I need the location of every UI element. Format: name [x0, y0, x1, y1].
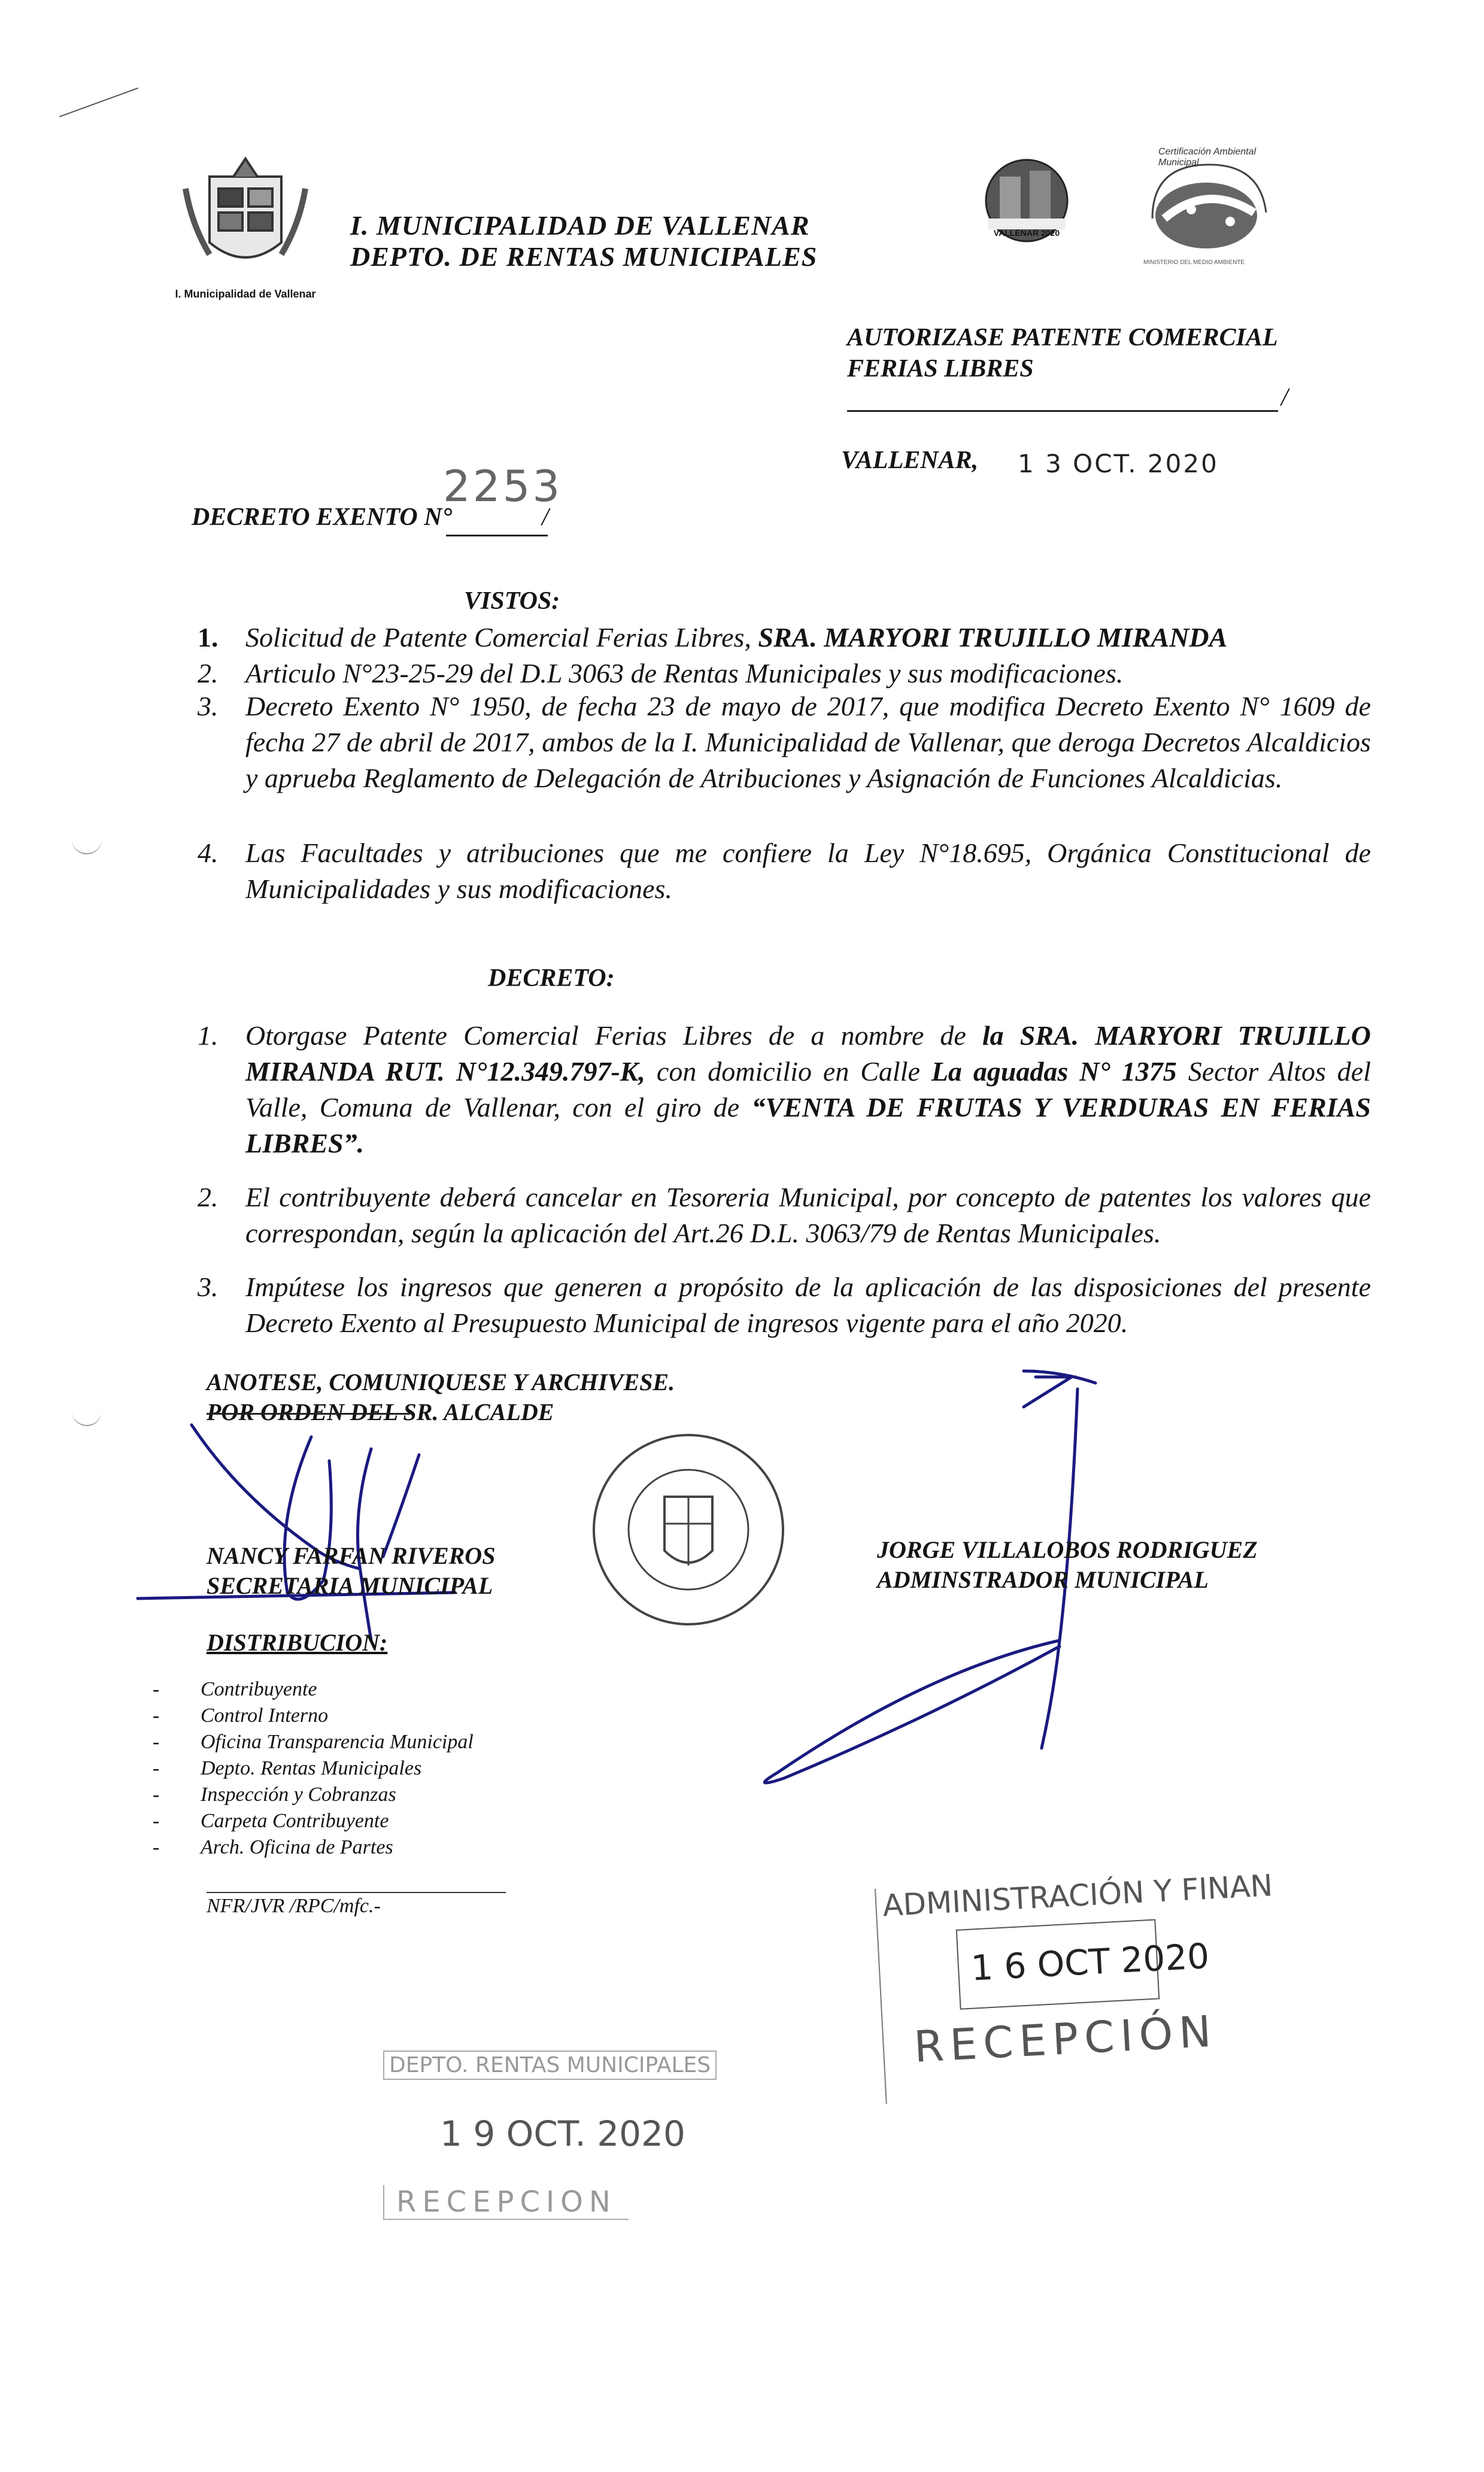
closing-line2: POR ORDEN DEL SR. ALCALDE	[207, 1399, 554, 1425]
vistos-item-4	[198, 835, 1371, 907]
item-number: 4.	[198, 838, 218, 868]
vistos-item-2	[198, 656, 1371, 691]
decree-number: 2253	[443, 461, 563, 511]
list-item: - Control Interno	[153, 1703, 474, 1729]
left-signature	[120, 1413, 539, 1652]
decreto-item-1	[198, 1018, 1371, 1161]
vistos-item-1	[198, 620, 1371, 656]
item-text: Otorgase Patente Comercial Ferias Libres de a nombre de	[245, 1020, 982, 1051]
decreto-item-2	[198, 1179, 1371, 1251]
business-activity: “VENTA DE FRUTAS Y VERDURAS EN FERIAS LIBRES”.	[245, 1092, 1371, 1158]
list-item: - Depto. Rentas Municipales	[153, 1755, 474, 1782]
environmental-certification-logo	[1140, 147, 1278, 272]
right-signatory-name: JORGE VILLALOBOS RODRIGUEZ	[877, 1536, 1258, 1563]
distribution-list	[153, 1676, 474, 1861]
rentas-stamp-date: 1 9 OCT. 2020	[440, 2113, 685, 2154]
item-number: 3.	[198, 1272, 218, 1302]
right-signatory-title: ADMINSTRADOR MUNICIPAL	[877, 1566, 1209, 1593]
punch-mark	[72, 838, 102, 854]
admin-stamp-date: 1 6 OCT 2020	[970, 1935, 1210, 1989]
municipal-seal	[590, 1431, 787, 1628]
subject-line2: FERIAS LIBRES	[847, 355, 1034, 383]
item-text: Articulo N°23-25-29 del D.L 3063 de Rentas Municipales y sus modificaciones.	[245, 658, 1124, 688]
date-stamp: 1 3 OCT. 2020	[1018, 449, 1219, 478]
logo2-sub: MINISTERIO DEL MEDIO AMBIENTE	[1143, 259, 1245, 266]
item-number: 2.	[198, 658, 218, 688]
item-text: Impútese los ingresos que generen a propósito de la aplicación de las disposiciones del presente Decreto Exento al Presupuesto Municipal de ingresos vigente para el año 2020.	[245, 1272, 1371, 1338]
logo2-text: Certificación Ambiental Municipal	[1158, 147, 1257, 168]
decreto-item-3	[198, 1269, 1371, 1341]
item-number: 2.	[198, 1182, 218, 1212]
initials: NFR/JVR /RPC/mfc.-	[207, 1895, 381, 1917]
municipal-crest	[174, 153, 317, 302]
applicant-name: SRA. MARYORI TRUJILLO MIRANDA	[758, 622, 1228, 653]
vallenar-2020-logo	[976, 156, 1078, 263]
decree-number-line	[446, 535, 548, 536]
item-text: El contribuyente deberá cancelar en Tesoreria Municipal, por concepto de patentes los valores que correspondan, según la aplicación del Art.26 D.L. 3063/79 de Rentas Municipales.	[245, 1182, 1371, 1248]
header-department: DEPTO. DE RENTAS MUNICIPALES	[350, 241, 818, 272]
item-text: Decreto Exento N° 1950, de fecha 23 de mayo de 2017, que modifica Decreto Exento N° 1609 de fecha 27 de abril de 2017, ambos de la I. Municipalidad de Vallenar, que deroga Decretos Alcaldicios y aprueba Reglamento de Delegación de Atribuciones y Asignación de Funciones Alcaldicias.	[245, 691, 1371, 793]
item-text: Las Facultades y atribuciones que me confiere la Ley N°18.695, Orgánica Constitucional de Municipalidades y sus modificaciones.	[245, 838, 1371, 904]
logo1-text: VALLENAR 2020	[993, 228, 1060, 238]
item-text: Solicitud de Patente Comercial Ferias Libres,	[245, 622, 758, 653]
admin-reception-stamp	[875, 1868, 1274, 2104]
subject-line1: AUTORIZASE PATENTE COMERCIAL	[847, 324, 1278, 351]
rentas-stamp-reception: RECEPCION	[383, 2185, 629, 2220]
list-item: - Oficina Transparencia Municipal	[153, 1729, 474, 1755]
applicant-rut: la SRA. MARYORI TRUJILLO MIRANDA RUT. N°12.349.797-K,	[245, 1020, 1371, 1087]
list-item: - Carpeta Contribuyente	[153, 1808, 474, 1834]
initials-line	[207, 1892, 506, 1893]
place-label: VALLENAR,	[841, 447, 979, 474]
rentas-stamp-head: DEPTO. RENTAS MUNICIPALES	[383, 2051, 717, 2080]
list-item: - Arch. Oficina de Partes	[153, 1834, 474, 1861]
rentas-reception-stamp	[383, 2051, 711, 2242]
item-number: 3.	[198, 691, 218, 721]
header-municipality: I. MUNICIPALIDAD DE VALLENAR	[350, 210, 810, 241]
address: La aguadas N° 1375	[931, 1056, 1177, 1087]
vistos-heading: VISTOS:	[464, 587, 560, 615]
admin-stamp-date-box	[956, 1919, 1210, 2009]
item-number: 1.	[198, 1020, 218, 1051]
admin-stamp-reception: RECEPCIÓN	[912, 2006, 1219, 2072]
subject-underline	[847, 410, 1278, 412]
decree-label: DECRETO EXENTO N°	[192, 504, 453, 531]
subject-slash: /	[1281, 384, 1288, 411]
item-text: Sector Altos del Valle, Comuna de Vallenar, con el giro de	[245, 1056, 1371, 1123]
closing-line1: ANOTESE, COMUNIQUESE Y ARCHIVESE.	[207, 1369, 675, 1396]
left-signatory-title: SECRETARIA MUNICIPAL	[207, 1572, 493, 1599]
punch-mark	[72, 1410, 102, 1426]
corner-mark	[59, 87, 138, 117]
decree-slash: /	[542, 504, 549, 531]
item-text: con domicilio en Calle	[645, 1056, 931, 1087]
item-number: 1.	[198, 622, 218, 653]
vistos-item-3	[198, 688, 1371, 796]
list-item: - Inspección y Cobranzas	[153, 1782, 474, 1808]
decreto-heading: DECRETO:	[488, 964, 615, 992]
admin-stamp-head: ADMINISTRACIÓN Y FINAN	[881, 1868, 1274, 1924]
crest-caption: I. Municipalidad de Vallenar	[175, 288, 316, 300]
list-item: - Contribuyente	[153, 1676, 474, 1703]
left-signatory-name: NANCY FARFAN RIVEROS	[207, 1542, 496, 1569]
distribution-heading: DISTRIBUCION:	[207, 1629, 388, 1656]
